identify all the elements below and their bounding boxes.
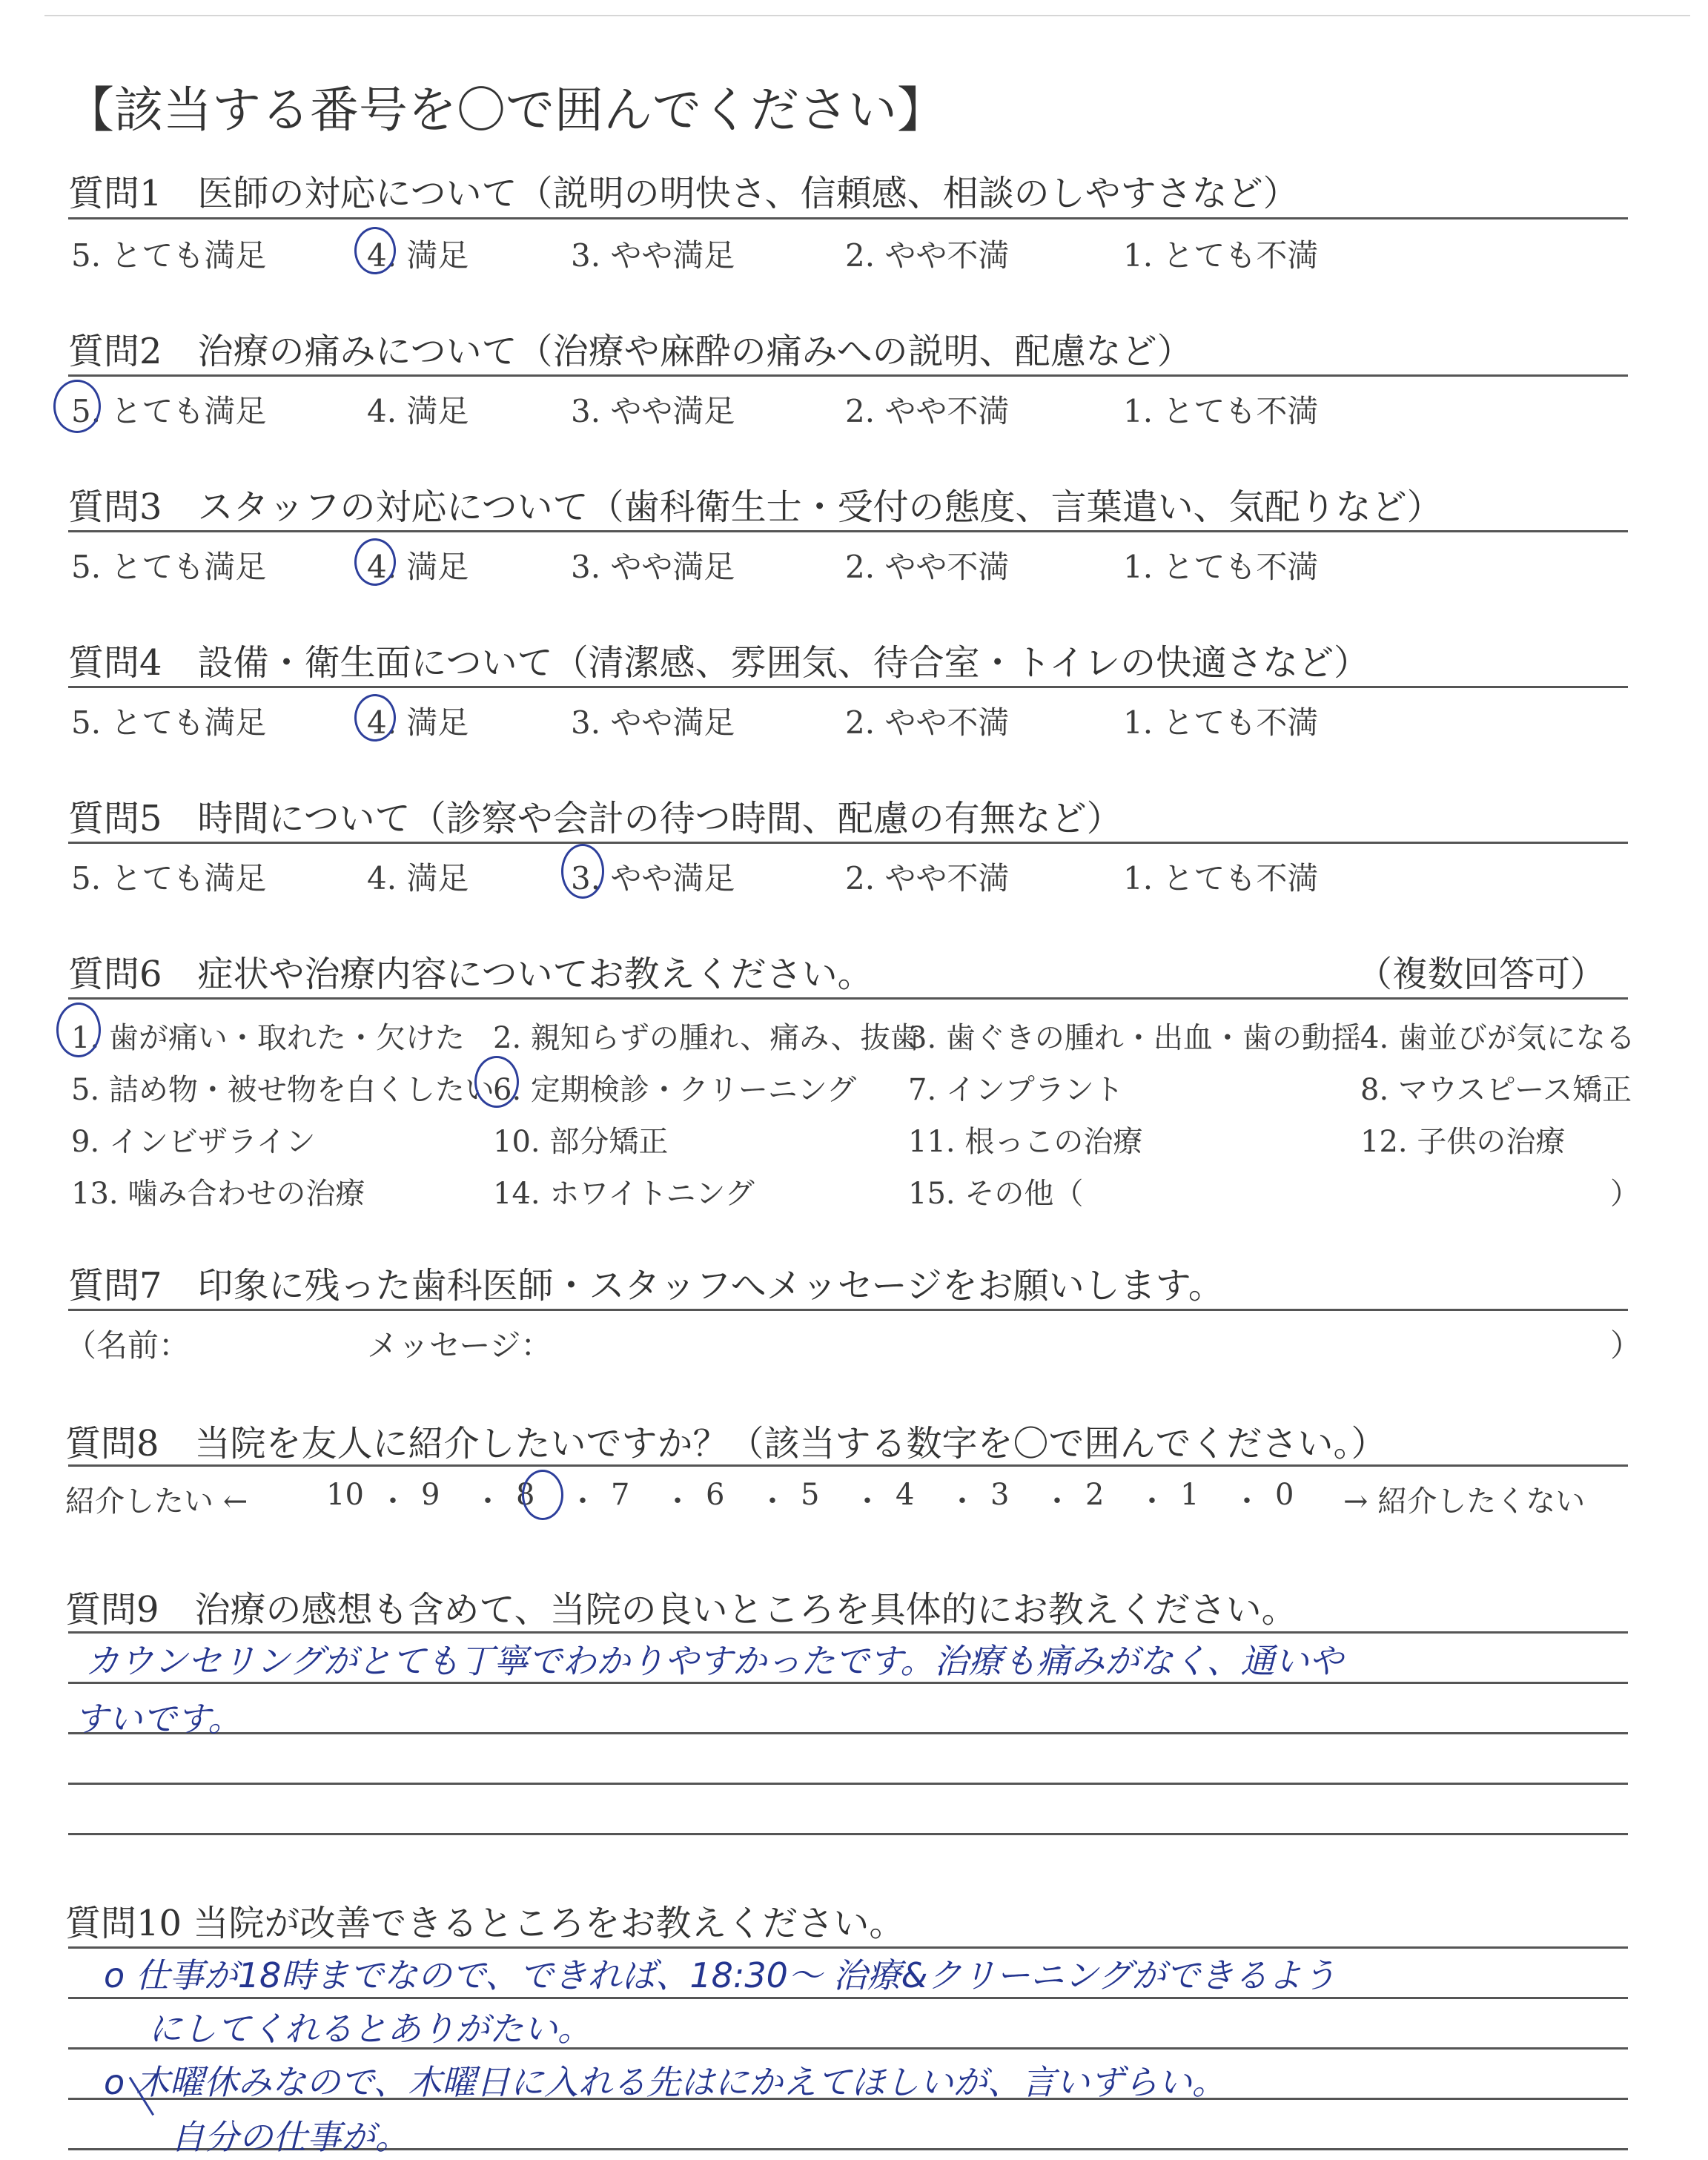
q8-scale-separator: ・ <box>378 1484 408 1519</box>
q7-rule <box>68 1309 1628 1311</box>
q6-answer-circle-1 <box>56 1003 101 1057</box>
q9-rule-5 <box>68 1833 1628 1835</box>
q5-option-1[interactable]: 1. とても不満 <box>1123 860 1319 896</box>
q8-scale-8[interactable]: 8 <box>516 1478 535 1512</box>
q6-option-13[interactable]: 13. 噛み合わせの治療 <box>71 1177 365 1211</box>
q8-scale-separator: ・ <box>473 1484 503 1519</box>
q8-title: 質問8 当院を友人に紹介したいですか？（該当する数字を〇で囲んでください。） <box>65 1423 1387 1464</box>
q6-other-close: ） <box>1610 1177 1640 1211</box>
q10-title: 質問10 当院が改善できるところをお教えください。 <box>65 1903 905 1944</box>
q8-scale-0[interactable]: 0 <box>1275 1478 1294 1512</box>
q2-option-4[interactable]: 4. 満足 <box>367 393 469 429</box>
q1-option-3[interactable]: 3. やや満足 <box>571 237 735 274</box>
q5-option-5[interactable]: 5. とても満足 <box>71 860 267 896</box>
page-top-border <box>44 15 1690 16</box>
q8-scale-4[interactable]: 4 <box>896 1478 915 1512</box>
q6-option-6[interactable]: 6. 定期検診・クリーニング <box>493 1073 857 1107</box>
q8-answer-circle <box>522 1470 563 1520</box>
q6-option-8[interactable]: 8. マウスピース矯正 <box>1360 1073 1632 1107</box>
q2-option-1[interactable]: 1. とても不満 <box>1123 393 1319 429</box>
q3-option-4[interactable]: 4. 満足 <box>367 549 469 585</box>
q3-option-2[interactable]: 2. やや不満 <box>845 549 1010 585</box>
q9-rule-4 <box>68 1783 1628 1785</box>
q8-scale-separator: ・ <box>947 1484 977 1519</box>
q1-option-4[interactable]: 4. 満足 <box>367 237 469 274</box>
q6-option-2[interactable]: 2. 親知らずの腫れ、痛み、抜歯 <box>493 1021 920 1055</box>
q10-answer-line-2: にしてくれるとありがたい。 <box>148 2009 592 2049</box>
q6-option-15[interactable]: 15. その他（ <box>908 1177 1084 1211</box>
q10-answer-line-3: o 木曜休みなので、木曜日に入れる先はにかえてほしいが、言いずらい。 <box>104 2062 1226 2102</box>
q8-scale-6[interactable]: 6 <box>706 1478 725 1512</box>
q8-scale-7[interactable]: 7 <box>611 1478 630 1512</box>
q3-option-5[interactable]: 5. とても満足 <box>71 549 267 585</box>
q2-title: 質問2 治療の痛みについて（治療や麻酔の痛みへの説明、配慮など） <box>68 331 1193 372</box>
q8-scale-separator: ・ <box>853 1484 882 1519</box>
q5-rule <box>68 842 1628 844</box>
q7-name-label: （名前： <box>65 1327 191 1364</box>
q6-rule <box>68 997 1628 1000</box>
q2-option-2[interactable]: 2. やや不満 <box>845 393 1010 429</box>
q10-answer-line-4: 自分の仕事が。 <box>171 2117 409 2157</box>
q5-title: 質問5 時間について（診察や会計の待つ時間、配慮の有無など） <box>68 798 1122 839</box>
q3-answer-circle <box>354 538 396 586</box>
q6-option-14[interactable]: 14. ホワイトニング <box>493 1177 755 1211</box>
q8-left-label: 紹介したい ← <box>65 1484 248 1519</box>
q8-rule <box>68 1464 1628 1467</box>
q4-option-3[interactable]: 3. やや満足 <box>571 704 735 741</box>
q2-rule <box>68 374 1628 377</box>
q7-close-paren: ） <box>1610 1327 1642 1364</box>
q6-option-4[interactable]: 4. 歯並びが気になる <box>1360 1021 1635 1055</box>
q4-title: 質問4 設備・衛生面について（清潔感、雰囲気、待合室・トイレの快適さなど） <box>68 642 1370 684</box>
q6-option-10[interactable]: 10. 部分矯正 <box>493 1125 669 1159</box>
q1-option-5[interactable]: 5. とても満足 <box>71 237 267 274</box>
q8-scale-separator: ・ <box>758 1484 787 1519</box>
q6-option-9[interactable]: 9. インビザライン <box>71 1125 316 1159</box>
q1-rule <box>68 217 1628 219</box>
q9-title: 質問9 治療の感想も含めて、当院の良いところを具体的にお教えください。 <box>65 1589 1297 1631</box>
q7-message-label: メッセージ： <box>367 1327 552 1364</box>
q5-answer-circle <box>561 844 604 899</box>
q4-option-5[interactable]: 5. とても満足 <box>71 704 267 741</box>
q8-scale-separator: ・ <box>663 1484 692 1519</box>
q8-scale-separator: ・ <box>1137 1484 1167 1519</box>
q8-scale-2[interactable]: 2 <box>1085 1478 1105 1512</box>
q4-option-2[interactable]: 2. やや不満 <box>845 704 1010 741</box>
q3-title: 質問3 スタッフの対応について（歯科衛生士・受付の態度、言葉遣い、気配りなど） <box>68 486 1443 528</box>
q8-scale-separator: ・ <box>568 1484 598 1519</box>
page-heading: 【該当する番号を〇で囲んでください】 <box>65 82 946 139</box>
q8-scale-3[interactable]: 3 <box>990 1478 1010 1512</box>
q1-title: 質問1 医師の対応について（説明の明快さ、信頼感、相談のしやすさなど） <box>68 173 1299 214</box>
q1-option-2[interactable]: 2. やや不満 <box>845 237 1010 274</box>
q6-option-7[interactable]: 7. インプラント <box>908 1073 1124 1107</box>
q3-rule <box>68 530 1628 532</box>
q5-option-3[interactable]: 3. やや満足 <box>571 860 735 896</box>
q8-right-label: → 紹介したくない <box>1343 1484 1586 1519</box>
q6-option-5[interactable]: 5. 詰め物・被せ物を白くしたい <box>71 1073 494 1107</box>
q4-answer-circle <box>354 694 396 742</box>
q6-option-3[interactable]: 3. 歯ぐきの腫れ・出血・歯の動揺 <box>908 1021 1361 1055</box>
q8-scale-10[interactable]: 10 <box>326 1478 364 1512</box>
q9-rule-1 <box>68 1631 1628 1634</box>
q6-option-11[interactable]: 11. 根っこの治療 <box>908 1125 1143 1159</box>
q4-rule <box>68 686 1628 688</box>
q8-scale-1[interactable]: 1 <box>1180 1478 1199 1512</box>
q7-title: 質問7 印象に残った歯科医師・スタッフへメッセージをお願いします。 <box>68 1265 1224 1307</box>
q8-scale-5[interactable]: 5 <box>801 1478 820 1512</box>
q8-scale-separator: ・ <box>1232 1484 1262 1519</box>
q8-scale-9[interactable]: 9 <box>421 1478 440 1512</box>
q6-title: 質問6 症状や治療内容についてお教えください。 <box>68 954 873 995</box>
q3-option-1[interactable]: 1. とても不満 <box>1123 549 1319 585</box>
q5-option-4[interactable]: 4. 満足 <box>367 860 469 896</box>
q10-answer-line-1: o 仕事が18時までなので、できれば、18:30〜 治療&クリーニングができるよう <box>104 1955 1337 1995</box>
q9-answer-line-1: カウンセリングがとても丁寧でわかりやすかったです。治療も痛みがなく、通いや <box>85 1641 1343 1681</box>
q6-option-12[interactable]: 12. 子供の治療 <box>1360 1125 1566 1159</box>
q5-option-2[interactable]: 2. やや不満 <box>845 860 1010 896</box>
q2-option-3[interactable]: 3. やや満足 <box>571 393 735 429</box>
q1-answer-circle <box>354 227 396 274</box>
q6-note: （複数回答可） <box>1357 954 1606 995</box>
q9-rule-3 <box>68 1732 1628 1734</box>
q6-answer-circle-6 <box>474 1056 519 1108</box>
q2-answer-circle <box>53 380 101 433</box>
q4-option-1[interactable]: 1. とても不満 <box>1123 704 1319 741</box>
q4-option-4[interactable]: 4. 満足 <box>367 704 469 741</box>
q6-option-1[interactable]: 1. 歯が痛い・取れた・欠けた <box>71 1021 465 1055</box>
q2-option-5[interactable]: 5. とても満足 <box>71 393 267 429</box>
q1-option-1[interactable]: 1. とても不満 <box>1123 237 1319 274</box>
q8-scale-separator: ・ <box>1042 1484 1072 1519</box>
q9-answer-line-2: すいです。 <box>74 1699 242 1739</box>
q3-option-3[interactable]: 3. やや満足 <box>571 549 735 585</box>
